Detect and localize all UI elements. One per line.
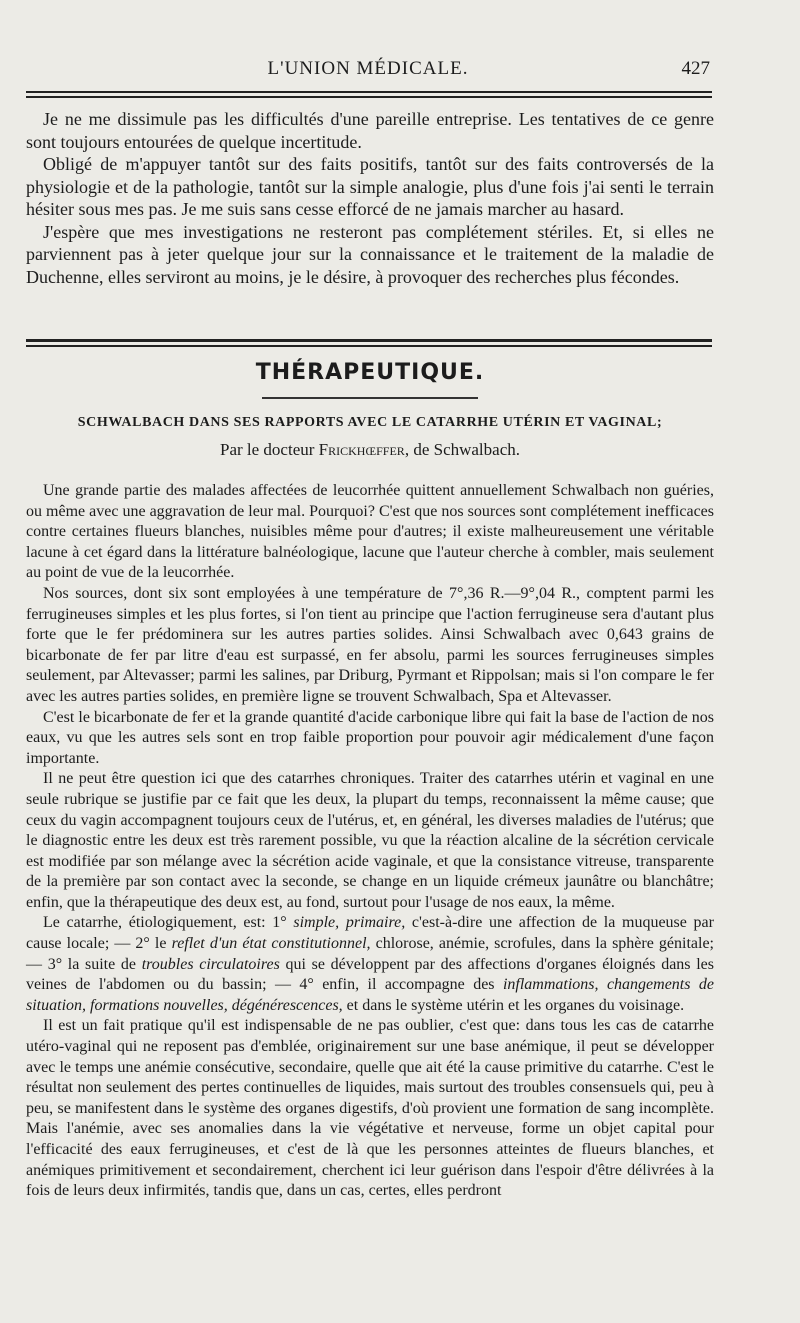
section-divider	[26, 339, 712, 342]
paragraph: Nos sources, dont six sont employées à une température de 7°,36 R.—9°,04 R., comptent parmi les ferrugineuses simples et les plus fortes, si l'on tient au principe que l'action ferrugineuse sera d'autant plus forte que le fer prédominera sur les autres parties solides. Ainsi Schwalbach avec 0,643 grains de bicarbonate de fer par litre d'eau est surpassé, en fer absolu, parmi les sources ferrugineuses simples seulement, par Altevasser; parmi les salines, par Driburg, Pyrmant et Rippolsan; mais si l'on compare le fer avec les autres parties solides, en première ligne se trouvent Schwalbach, Spa et Altevasser.	[26, 584, 714, 705]
article-title: SCHWALBACH DANS SES RAPPORTS AVEC LE CATARRHE UTÉRIN ET VAGINAL;	[77, 415, 663, 430]
page-number: 427	[681, 58, 710, 79]
paragraph: J'espère que mes investigations ne resteront pas complétement stériles. Et, si elles ne parviennent pas à jeter quelque jour sur la connaissance et le traitement de la maladie de Duchenne, elles serviront au moins, je le désire, à provoquer des recherches plus fécondes.	[26, 221, 714, 287]
paragraph: C'est le bicarbonate de fer et la grande quantité d'acide carbonique libre qui fait la base de l'action de nos eaux, vu que les autres sels sont en trop faible proportion pour pouvoir agir médicalement d'une façon importante.	[26, 708, 714, 767]
italic-run: simple, primaire,	[293, 914, 406, 932]
italic-run: reflet d'un état constitutionnel,	[171, 935, 371, 953]
paragraph: Il est un fait pratique qu'il est indispensable de ne pas oublier, c'est que: dans tous les cas de catarrhe utéro-vaginal qui ne reposent pas d'emblée, originairement sur une base anémique, il peut se développer avec le temps une anémie consécutive, secondaire, quelle que ait été la cause primitive du catarrhe. C'est le résultat non seulement des pertes continuelles de liquides, mais surtout des troubles consensuels qui, peu à peu, se manifestent dans le système des organes digestifs, d'où provient une formation de sang incomplète. Mais l'anémie, avec ses anomalies dans la vie végétative et nerveuse, forme un objet capital pour l'efficacité des eaux ferrugineuses, et c'est de là que les personnes atteintes de flueurs blanches, et anémiques primitivement et secondairement, cherchent ici leur guérison dans l'espoir d'être délivrées à la fois de leurs deux infirmités, tandis que, dans un cas, certes, elles perdront	[26, 1017, 714, 1200]
author-name: Frickhœffer	[318, 440, 405, 459]
text-run: chlorose, anémie, scrofules, dans la sphère génitale; — 3° la suite de	[26, 935, 715, 973]
running-title: L'UNION MÉDICALE.	[267, 58, 469, 79]
paragraph: Obligé de m'appuyer tantôt sur des faits positifs, tantôt sur des faits controversés de la physiologie et de la pathologie, tantôt sur la simple analogie, plus d'une fois j'ai senti le terrain hésiter sous mes pas. Je me suis sans cesse efforcé de ne jamais marcher au hasard.	[26, 154, 714, 219]
title-underline	[262, 397, 478, 399]
paragraph	[26, 913, 714, 1016]
text-run: et dans le système utérin et les organes du voisinage.	[342, 996, 685, 1014]
paragraph: Il ne peut être question ici que des catarrhes chroniques. Traiter des catarrhes utérin et vaginal en une seule rubrique se justifie par ce fait que les deux, la plupart du temps, reconnaissent la même cause; que ceux du vagin accompagnent toujours ceux de l'utérus, et, en général, les diverses maladies de l'utérus; que le diagnostic entre les deux est très rarement possible, vu que la réaction alcaline de la sécrétion cervicale est modifiée par son mélange avec la sécrétion acide vaginale, et que la consistance vitreuse, transparente de la première par son contact avec la seconde, se change en un liquide crémeux jaunâtre ou blanchâtre; enfin, que la thérapeutique des deux est, au fond, surtout pour l'usage de nos eaux, la même.	[26, 770, 714, 911]
page-header	[26, 58, 710, 88]
italic-run: inflammations, changements de situation, formations nouvelles, dégénérescences,	[26, 976, 714, 1014]
italic-run: troubles circulatoires	[141, 955, 280, 973]
text-run: Le catarrhe, étiologiquement, est: 1°	[43, 914, 294, 932]
intro-text	[26, 108, 714, 288]
byline	[0, 440, 740, 460]
text-run: qui se développent par des affections d'organes éloignés dans les veines de l'abdomen ou du bassin; — 4° enfin, il accompagne des	[26, 955, 714, 994]
paragraph: Une grande partie des malades affectées de leucorrhée quittent annuellement Schwalbach non guéries, ou même avec une aggravation de leur mal. Pourquoi? C'est que nos sources sont complétement inefficaces contre certaines flueurs blanches, nuisibles même pour d'autres; il existe malheureusement une véritable lacune à cet égard dans la littérature balnéologique, lacune que l'auteur cherche à combler, mais seulement au point de vue de la leucorrhée.	[26, 482, 714, 582]
text-run: c'est-à-dire une affection de la muqueuse par cause locale; — 2° le	[26, 914, 714, 953]
section-title: THÉRAPEUTIQUE.	[255, 360, 485, 385]
section-divider-thin	[26, 345, 712, 347]
header-rule	[26, 91, 712, 93]
header-rule-second	[26, 96, 712, 98]
byline-prefix: Par le docteur	[220, 440, 319, 459]
byline-suffix: , de Schwalbach.	[404, 440, 520, 459]
paragraph: Je ne me dissimule pas les difficultés d'une pareille entreprise. Les tentatives de ce genre sont toujours entourées de quelque incertitude.	[26, 109, 714, 152]
article-body	[26, 481, 714, 1202]
